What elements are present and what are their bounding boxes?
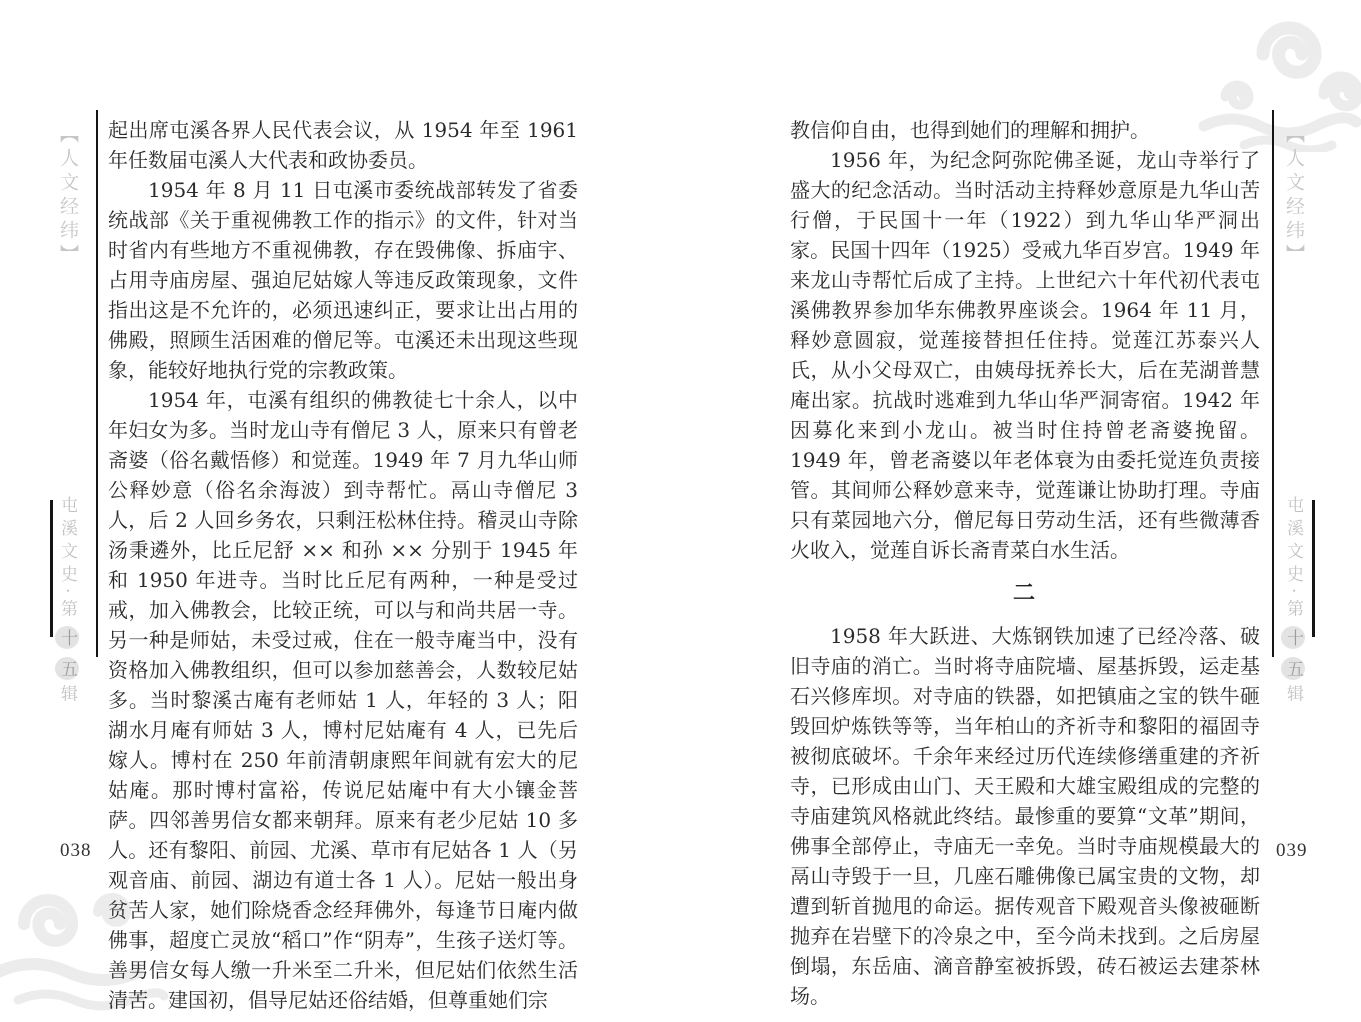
- category-label-text: 人文经纬: [1283, 148, 1305, 244]
- right-page-top-paragraphs: [790, 115, 1260, 565]
- series-volume-char: 五: [1281, 657, 1305, 680]
- series-label: [1284, 496, 1301, 707]
- paragraph: 起出席屯溪各界人民代表会议，从 1954 年至 1961 年任数届屯溪人大代表和政协委员。: [108, 118, 578, 172]
- left-page-text: [108, 115, 578, 1015]
- bracket-close: 】: [1283, 244, 1305, 268]
- series-volume-char: 十: [1281, 626, 1305, 649]
- bracket-open: 【: [57, 124, 79, 148]
- page-number: 038: [60, 840, 92, 861]
- margin-category-label: [58, 124, 77, 268]
- paragraph: 1956 年，为纪念阿弥陀佛圣诞，龙山寺举行了盛大的纪念活动。当时活动主持释妙意原是九华山苦行僧，于民国十一年（1922）到九华山华严洞出家。民国十四年（1925）受戒九华百岁宫。1949 年来龙山寺帮忙后成了主持。上世纪六十年代初代表屯溪佛教界参加华东佛教界座谈会。1964 年 11 月，释妙意圆寂，觉莲接替担任住持。觉莲江苏泰兴人氏，从小父母双亡，由姨母抚养长大，后在芜湖普慧庵出家。抗战时逃难到九华山华严洞寄宿。1942 年因募化来到小龙山。被当时住持曾老斋婆挽留。1949 年，曾老斋婆以年老体衰为由委托觉连负责接管。其间师公释妙意来寺，觉莲谦让协助打理。寺庙只有菜园地六分，僧尼每日劳动生活，还有些微薄香火收入，觉莲自诉长斋青菜白水生活。: [790, 148, 1260, 562]
- series-volume-char: 五: [55, 657, 79, 680]
- series-label-tail: 辑: [1283, 684, 1303, 708]
- series-bar: [50, 500, 53, 637]
- series-label-head: 屯溪文史·第: [1283, 496, 1303, 623]
- page-number: 039: [1276, 840, 1308, 861]
- series-label: [58, 496, 75, 707]
- bracket-open: 【: [1283, 124, 1305, 148]
- series-volume-char: 十: [55, 626, 79, 649]
- margin-rule: [1272, 110, 1274, 657]
- bracket-close: 】: [57, 244, 79, 268]
- margin-category-label: [1284, 124, 1303, 268]
- paragraph: 1958 年大跃进、大炼钢铁加速了已经冷落、破旧寺庙的消亡。当时将寺庙院墙、屋基拆毁，运走基石兴修库坝。对寺庙的铁器，如把镇庙之宝的铁牛砸毁回炉炼铁等等，当年柏山的齐祈寺和黎阳的福固寺被彻底破坏。千余年来经过历代连续修缮重建的齐祈寺，已形成由山门、天王殿和大雄宝殿组成的完整的寺庙建筑风格就此终结。最惨重的要算“文革”期间，佛事全部停止，寺庙无一幸免。当时寺庙规模最大的鬲山寺毁于一旦，几座石雕佛像已属宝贵的文物，却遭到斩首抛甩的命运。据传观音下殿观音头像被砸断抛弃在岩壁下的冷泉之中，至今尚未找到。之后房屋倒塌，东岳庙、滴音静室被拆毁，砖石被运去建茶林场。: [790, 624, 1260, 1008]
- section-heading: 二: [1012, 580, 1037, 606]
- series-bar: [1312, 500, 1315, 637]
- right-page-text: [790, 115, 1260, 1011]
- series-label-tail: 辑: [57, 684, 77, 708]
- paragraph: 教信仰自由，也得到她们的理解和拥护。: [790, 118, 1150, 142]
- paragraph: 1954 年，屯溪有组织的佛教徒七十余人，以中年妇女为多。当时龙山寺有僧尼 3 人，原来只有曾老斋婆（俗名戴悟修）和觉莲。1949 年 7 月九华山师公释妙意（俗名余海波）到寺帮忙。鬲山寺僧尼 3 人，后 2 人回乡务农，只剩汪松林住持。稽灵山寺除汤秉遴外，比丘尼舒 ×× 和孙 ×× 分别于 1945 年和 1950 年进寺。当时比丘尼有两种，一种是受过戒，加入佛教会，比较正统，可以与和尚共居一寺。另一种是师姑，未受过戒，住在一般寺庵当中，没有资格加入佛教组织，但可以参加慈善会，人数较尼姑多。当时黎溪古庵有老师姑 1 人，年轻的 3 人；阳湖水月庵有师姑 3 人，博村尼姑庵有 4 人，已先后嫁人。博村在 250 年前清朝康熙年间就有宏大的尼姑庵。那时博村富裕，传说尼姑庵中有大小镶金菩萨。四邻善男信女都来朝拜。原来有老少尼姑 10 多人。还有黎阳、前园、尤溪、草市有尼姑各 1 人（另观音庙、前园、湖边有道士各 1 人）。尼姑一般出身贫苦人家，她们除烧香念经拜佛外，每逢节日庵内做佛事，超度亡灵放“稻口”作“阴寿”，生孩子送灯等。善男信女每人缴一升米至二升米，但尼姑们依然生活清苦。建国初，倡导尼姑还俗结婚，但尊重她们宗: [108, 388, 578, 1012]
- category-label-text: 人文经纬: [57, 148, 79, 244]
- right-page-bottom-paragraphs: [790, 621, 1260, 1011]
- series-label-head: 屯溪文史·第: [57, 496, 77, 623]
- margin-rule: [96, 110, 98, 657]
- paragraph: 1954 年 8 月 11 日屯溪市委统战部转发了省委统战部《关于重视佛教工作的指示》的文件，针对当时省内有些地方不重视佛教，存在毁佛像、拆庙宇、占用寺庙房屋、强迫尼姑嫁人等违反政策现象，文件指出这是不允许的，必须迅速纠正，要求让出占用的佛殿，照顾生活困难的僧尼等。屯溪还未出现这些现象，能较好地执行党的宗教政策。: [108, 178, 578, 382]
